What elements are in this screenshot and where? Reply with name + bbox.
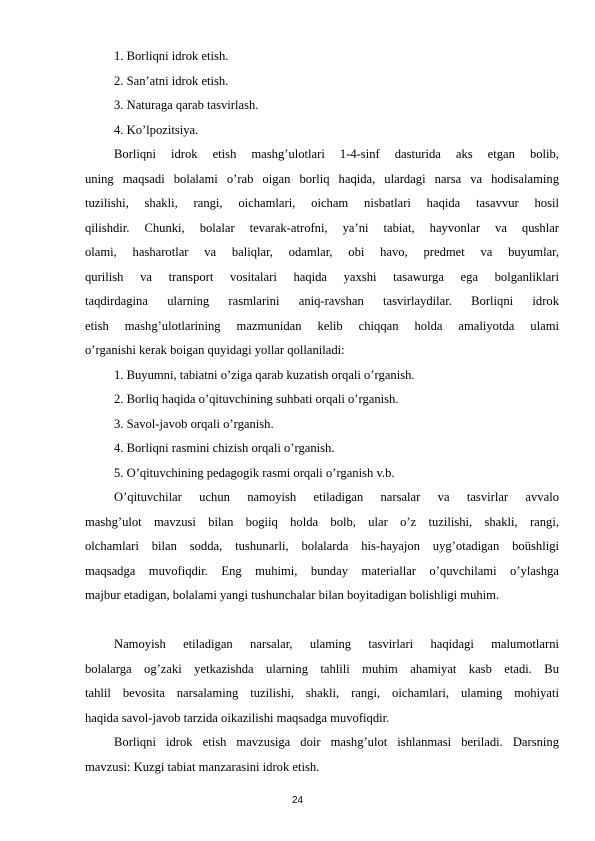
paragraph-line: o’rganishi kerak boigan quyidagi yollar qollaniladi: — [85, 343, 345, 357]
paragraph-line: majbur etadigan, bolalami yangi tushunchalar bilan boyitadigan bolishligi muhim. — [85, 588, 500, 602]
paragraph-line: mashg’ulot mavzusi bilan bogiiq holda bolb, ular o’z tuzilishi, shakli, rangi, — [85, 514, 559, 529]
paragraph-line: taqdirdagina ularning rasmlarini aniq-ravshan tasvirlaydilar. Borliqni idrok — [85, 294, 559, 308]
paragraph-line: olami, hasharotlar va baliqlar, odamlar, obi havo, predmet va buyumlar, — [85, 245, 559, 259]
list-item: 3. Savol-javob orqali o’rganish. — [114, 416, 274, 431]
paragraph-line: tahlil bevosita narsalaming tuzilishi, shakli, rangi, oichamlari, ulaming mohiyati — [85, 686, 559, 700]
list-item: 2. Borliq haqida o’qituvchining suhbati orqali o’rganish. — [114, 392, 399, 406]
paragraph-line: tuzilishi, shakli, rangi, oichamlari, oicham nisbatlari haqida tasavvur hosil — [85, 196, 559, 210]
paragraph-line: Borliqni idrok etish mashg’ulotlari 1-4-sinf dasturida aks etgan bolib, — [114, 147, 559, 161]
paragraph-line: Borliqni idrok etish mavzusiga doir mashg’ulot ishlanmasi beriladi. Darsning — [114, 735, 559, 749]
list-item: 1. Borliqni idrok etish. — [114, 49, 229, 63]
page-number: 24 — [291, 795, 304, 806]
paragraph-line: etish mashg’ulotlarining mazmunidan kelib chiqqan holda amaliyotda ulami — [85, 318, 559, 333]
paragraph-line: maqsadga muvofiqdir. Eng muhimi, bunday materiallar o’quvchilami o’ylashga — [85, 563, 559, 578]
list-item: 5. O’qituvchining pedagogik rasmi orqali o’rganish v.b. — [114, 465, 395, 480]
document-page — [85, 44, 559, 779]
paragraph-line: mavzusi: Kuzgi tabiat manzarasini idrok etish. — [85, 759, 320, 774]
list-item: 3. Naturaga qarab tasvirlash. — [114, 98, 259, 112]
list-item: 1. Buyumni, tabiatni o’ziga qarab kuzatish orqali o’rganish. — [114, 367, 415, 382]
paragraph-line: qurilish va transport vositalari haqida yaxshi tasawurga ega bolganliklari — [85, 269, 559, 284]
paragraph-line: bolalarga og’zaki yetkazishda ularning tahlili muhim ahamiyat kasb etadi. Bu — [85, 661, 559, 676]
paragraph-line: qilishdir. Chunki, bolalar tevarak-atrofni, ya’ni tabiat, hayvonlar va qushlar — [85, 220, 559, 235]
paragraph-line: uning maqsadi bolalami o’rab oigan borliq haqida, ulardagi narsa va hodisalaming — [85, 171, 559, 186]
list-item: 2. San’atni idrok etish. — [114, 73, 229, 88]
paragraph-gap — [85, 608, 559, 633]
paragraph-line: Namoyish etiladigan narsalar, ulaming tasvirlari haqidagi malumotlarni — [114, 637, 559, 651]
list-item: 4. Borliqni rasmini chizish orqali o’rganish. — [114, 441, 335, 455]
paragraph-line: haqida savol-javob tarzida oikazilishi maqsadga muvofiqdir. — [85, 710, 390, 725]
paragraph-line: O’qituvchilar uchun namoyish etiladigan narsalar va tasvirlar avvalo — [114, 490, 559, 504]
list-item: 4. Ko’lpozitsiya. — [114, 122, 199, 137]
paragraph-line: olchamlari bilan sodda, tushunarli, bolalarda his-hayajon uyg’otadigan boüshligi — [85, 539, 559, 553]
